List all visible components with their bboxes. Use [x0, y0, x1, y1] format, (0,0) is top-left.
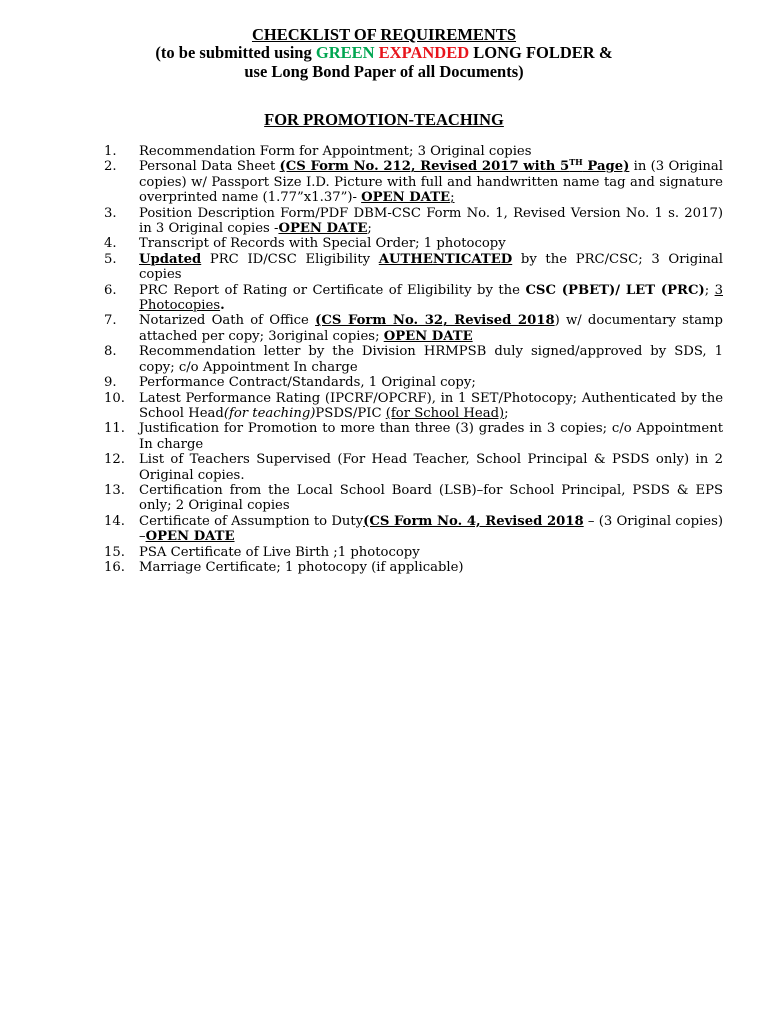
form-reference-text: (CS Form No. 212, Revised 2017 with 5: [279, 159, 570, 175]
authenticated-label: AUTHENTICATED: [378, 251, 513, 267]
item-number: 8.: [104, 344, 117, 360]
item-text: Recommendation letter by the Division HRMPSB duly signed/approved by SDS, 1 copy; c/o Appointment In charge: [139, 344, 723, 375]
item-number: 2.: [104, 159, 117, 175]
list-item: [104, 421, 723, 452]
green-word: GREEN: [315, 43, 375, 62]
item-number: 12.: [104, 452, 125, 468]
item-text: ;: [450, 190, 455, 206]
item-text: Transcript of Records with Special Order; 1 photocopy: [139, 236, 506, 252]
item-text: Performance Contract/Standards, 1 Original copy;: [139, 375, 476, 391]
item-text: PSA Certificate of Live Birth ;1 photocopy: [139, 544, 420, 560]
list-item: [104, 513, 723, 545]
item-number: 14.: [104, 513, 125, 529]
item-number: 15.: [104, 544, 125, 560]
item-number: 10.: [104, 390, 125, 406]
item-text: Recommendation Form for Appointment; 3 Original copies: [139, 144, 532, 159]
item-text: PRC ID/CSC Eligibility: [201, 251, 379, 267]
item-number: 4.: [104, 236, 117, 252]
item-italic-text: (for teaching): [223, 405, 316, 421]
form-reference-tail: Page): [582, 159, 630, 175]
list-item: [104, 236, 723, 252]
open-date-label: OPEN DATE: [278, 221, 368, 237]
item-text: List of Teachers Supervised (For Head Teacher, School Principal & PSDS only) in 2 Original copies.: [139, 452, 723, 483]
item-text: Position Description Form/PDF DBM-CSC Form No. 1, Revised Version No. 1 s. 2017) in 3 Original copies -: [139, 205, 723, 237]
section-heading: FOR PROMOTION-TEACHING: [264, 110, 504, 129]
item-form-reference: (CS Form No. 32, Revised 2018: [315, 313, 555, 329]
item-number: 1.: [104, 144, 117, 159]
item-text: .: [220, 298, 225, 314]
requirements-list: [0, 144, 768, 575]
item-text: – (3 Original copies) –: [139, 513, 723, 545]
item-text: ;: [704, 282, 715, 298]
list-item: [104, 282, 723, 314]
item-number: 5.: [104, 251, 117, 267]
item-text: Notarized Oath of Office: [139, 313, 316, 329]
item-number: 9.: [104, 375, 117, 391]
item-number: 6.: [104, 282, 117, 298]
item-text: ;: [504, 405, 509, 421]
list-item: [104, 205, 723, 237]
list-item: [104, 251, 723, 283]
item-text: Personal Data Sheet: [139, 159, 280, 175]
list-item: [104, 344, 723, 375]
item-text: Marriage Certificate; 1 photocopy (if applicable): [139, 559, 464, 575]
list-item: [104, 544, 723, 560]
item-text: PSDS/PIC: [315, 405, 386, 421]
list-item: [104, 144, 723, 159]
item-number: 3.: [104, 205, 117, 221]
item-underlined-text: (for School Head): [385, 405, 505, 421]
item-text: Certificate of Assumption to Duty: [139, 513, 364, 529]
title-instruction-line-2: use Long Bond Paper of all Documents): [244, 62, 524, 81]
open-date-label: OPEN DATE: [145, 529, 235, 545]
item-text: by the PRC/CSC; 3 Original copies: [139, 251, 723, 283]
item-number: 11.: [104, 421, 125, 437]
superscript: TH: [569, 157, 583, 168]
red-word: EXPANDED: [378, 43, 470, 62]
instruction-text-b: LONG FOLDER &: [469, 43, 613, 62]
item-bold-text: CSC (PBET)/ LET (PRC): [525, 282, 705, 298]
list-item: [104, 559, 723, 575]
item-text: Justification for Promotion to more than three (3) grades in 3 copies; c/o Appointment In charge: [139, 421, 723, 452]
item-text: ;: [367, 221, 372, 237]
item-text: Certification from the Local School Board (LSB)–for School Principal, PSDS & EPS only; 2 Original copies: [139, 482, 723, 514]
item-text: Latest Performance Rating (IPCRF/OPCRF), in 1 SET/Photocopy; Authenticated by the School Head: [139, 390, 723, 421]
list-item: [104, 452, 723, 483]
list-item: [104, 390, 723, 422]
item-number: 13.: [104, 482, 125, 498]
updated-label: Updated: [139, 251, 202, 267]
item-text: PRC Report of Rating or Certificate of Eligibility by the: [139, 282, 526, 298]
list-item: [104, 375, 723, 391]
item-number: 16.: [104, 559, 125, 575]
list-item: [104, 482, 723, 514]
item-form-reference: (CS Form No. 4, Revised 2018: [363, 513, 584, 529]
item-text: ) w/ documentary stamp attached per copy; 3original copies;: [139, 313, 724, 344]
page-title: CHECKLIST OF REQUIREMENTS: [251, 25, 517, 44]
item-number: 7.: [104, 313, 117, 329]
open-date-label: OPEN DATE: [383, 328, 473, 344]
list-item: [104, 313, 724, 344]
item-underlined-text: 3 Photocopies: [139, 282, 723, 314]
list-item: [104, 157, 724, 206]
title-instruction-line-1: [0, 43, 768, 62]
instruction-text-a: (to be submitted using: [155, 43, 316, 62]
item-form-reference: [280, 159, 630, 174]
item-text: in (3 Original copies) w/ Passport Size I.D. Picture with full and handwritten name tag and signature overprinted name (1.77”x1.37”)-: [139, 159, 724, 206]
open-date-label: OPEN DATE: [361, 190, 451, 206]
